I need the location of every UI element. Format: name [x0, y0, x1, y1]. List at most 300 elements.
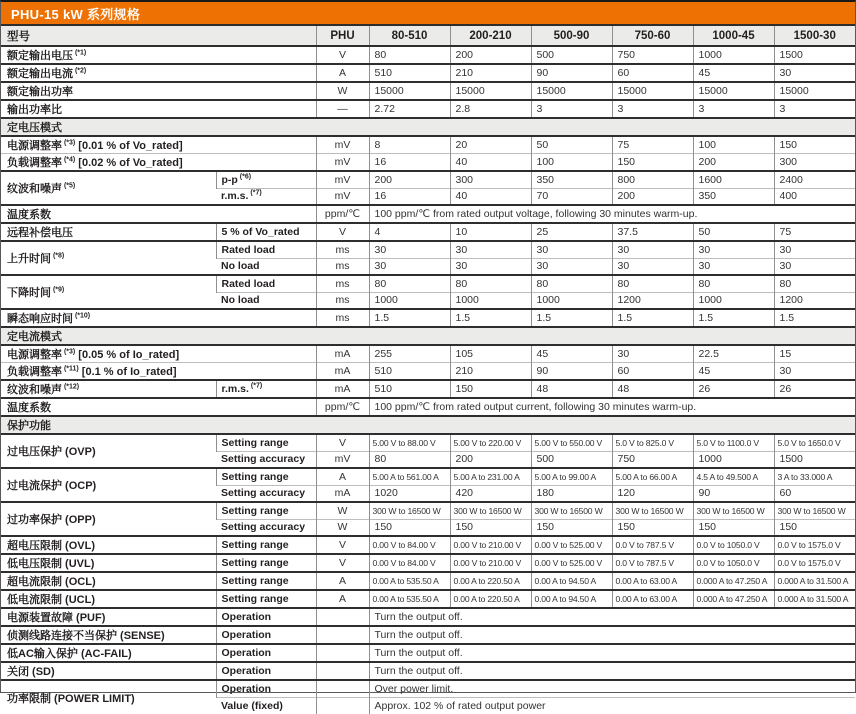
value-cell: 5.0 V to 825.0 V — [612, 434, 693, 451]
row-label: 纹波和噪声 $^{(*5)}$ — [1, 171, 216, 205]
value-span-cell: Turn the output off. — [369, 662, 855, 680]
model-column-header-500-90: 500-90 — [531, 25, 612, 46]
value-cell: 75 — [774, 223, 855, 241]
spec-row — [1, 154, 855, 172]
value-cell: 15000 — [774, 82, 855, 100]
row-label: 电源调整率 $^{(*3)}$ [0.05 % of Io_rated] — [1, 345, 316, 363]
footnote-marker: (*7) — [248, 189, 262, 197]
unit-cell — [316, 608, 369, 626]
spec-row — [1, 46, 855, 64]
value-cell: 0.0 V to 787.5 V — [612, 554, 693, 572]
value-cell: 30 — [531, 258, 612, 275]
row-sublabel: Setting accuracy — [216, 451, 316, 468]
value-span-cell: Approx. 102 % of rated output power — [369, 697, 855, 714]
model-header-row — [1, 25, 855, 46]
footnote-marker: (*1) — [73, 49, 87, 57]
row-sublabel: Rated load — [216, 241, 316, 258]
value-cell: 45 — [693, 64, 774, 82]
value-cell: 0.00 V to 84.00 V — [369, 536, 450, 554]
value-cell: 0.0 V to 787.5 V — [612, 536, 693, 554]
value-cell: 30 — [369, 258, 450, 275]
row-label: 额定输出电流 $^{(*2)}$ — [1, 64, 316, 82]
footnote-marker: (*8) — [51, 252, 65, 260]
value-cell: 30 — [612, 345, 693, 363]
value-cell: 200 — [693, 154, 774, 172]
spec-row — [1, 608, 855, 626]
value-cell: 5.00 A to 99.00 A — [531, 468, 612, 485]
value-cell: 0.00 V to 210.00 V — [450, 536, 531, 554]
spec-row — [1, 468, 855, 485]
unit-cell: V — [316, 536, 369, 554]
spec-row — [1, 536, 855, 554]
value-cell: 30 — [693, 241, 774, 258]
row-label: 过电流保护 (OCP) — [1, 468, 216, 502]
value-cell: 15 — [774, 345, 855, 363]
unit-column-header: PHU — [316, 25, 369, 46]
row-sublabel: No load — [216, 258, 316, 275]
section-header: 定电流模式 — [1, 327, 855, 345]
spec-row — [1, 241, 855, 258]
unit-cell — [316, 697, 369, 714]
value-cell: 30 — [774, 241, 855, 258]
spec-row — [1, 136, 855, 154]
section-header: 保护功能 — [1, 416, 855, 434]
value-cell: 15000 — [450, 82, 531, 100]
unit-cell: A — [316, 64, 369, 82]
model-column-header-750-60: 750-60 — [612, 25, 693, 46]
spec-row — [1, 100, 855, 118]
row-sublabel: Setting range — [216, 536, 316, 554]
value-cell: 1.5 — [774, 309, 855, 327]
spec-row — [1, 644, 855, 662]
unit-cell: V — [316, 434, 369, 451]
unit-cell: V — [316, 554, 369, 572]
spec-row — [1, 590, 855, 608]
value-cell: 150 — [531, 519, 612, 536]
spec-row — [1, 345, 855, 363]
value-cell: 420 — [450, 485, 531, 502]
row-label: 输出功率比 — [1, 100, 316, 118]
value-cell: 200 — [450, 451, 531, 468]
value-cell: 350 — [693, 188, 774, 205]
value-cell: 90 — [693, 485, 774, 502]
value-cell: 255 — [369, 345, 450, 363]
value-cell: 3 — [612, 100, 693, 118]
section-header: 定电压模式 — [1, 118, 855, 136]
spec-row — [1, 363, 855, 381]
value-cell: 0.0 V to 1575.0 V — [774, 554, 855, 572]
value-cell: 75 — [612, 136, 693, 154]
value-cell: 80 — [369, 275, 450, 292]
row-label: 低AC输入保护 (AC-FAIL) — [1, 644, 216, 662]
value-cell: 60 — [612, 64, 693, 82]
value-cell: 150 — [450, 519, 531, 536]
value-cell: 1020 — [369, 485, 450, 502]
value-cell: 150 — [693, 519, 774, 536]
row-sublabel: Operation — [216, 626, 316, 644]
value-cell: 48 — [612, 380, 693, 398]
value-cell: 4.5 A to 49.500 A — [693, 468, 774, 485]
model-column-header-1000-45: 1000-45 — [693, 25, 774, 46]
spec-row — [1, 502, 855, 519]
row-label: 过功率保护 (OPP) — [1, 502, 216, 536]
row-sublabel: Operation — [216, 608, 316, 626]
unit-cell: mA — [316, 380, 369, 398]
value-cell: 0.00 A to 94.50 A — [531, 572, 612, 590]
value-cell: 20 — [450, 136, 531, 154]
value-cell: 105 — [450, 345, 531, 363]
row-label: 额定输出电压 $^{(*1)}$ — [1, 46, 316, 64]
value-cell: 3 — [774, 100, 855, 118]
value-cell: 5.00 V to 220.00 V — [450, 434, 531, 451]
row-sublabel: Value (fixed) — [216, 697, 316, 714]
value-cell: 1000 — [531, 292, 612, 309]
value-span-cell: Turn the output off. — [369, 644, 855, 662]
row-label: 电源装置故障 (PUF) — [1, 608, 216, 626]
footnote-marker: (*12) — [62, 383, 80, 391]
value-cell: 100 — [693, 136, 774, 154]
value-cell: 26 — [693, 380, 774, 398]
spec-row — [1, 626, 855, 644]
value-cell: 80 — [450, 275, 531, 292]
value-cell: 1.5 — [531, 309, 612, 327]
value-cell: 3 — [531, 100, 612, 118]
value-cell: 100 — [531, 154, 612, 172]
value-cell: 0.00 V to 84.00 V — [369, 554, 450, 572]
row-label: 低电压限制 (UVL) — [1, 554, 216, 572]
value-cell: 1000 — [369, 292, 450, 309]
footnote-marker: (*5) — [62, 182, 76, 190]
footnote-marker: (*10) — [73, 312, 91, 320]
value-cell: 3 A to 33.000 A — [774, 468, 855, 485]
row-label: 瞬态响应时间 $^{(*10)}$ — [1, 309, 316, 327]
unit-cell: mA — [316, 485, 369, 502]
value-cell: 90 — [531, 64, 612, 82]
model-column-header-1500-30: 1500-30 — [774, 25, 855, 46]
value-cell: 30 — [774, 363, 855, 381]
value-cell: 500 — [531, 451, 612, 468]
value-cell: 60 — [612, 363, 693, 381]
model-column-header-200-210: 200-210 — [450, 25, 531, 46]
value-cell: 15000 — [693, 82, 774, 100]
row-label: 纹波和噪声 $^{(*12)}$ — [1, 380, 216, 398]
value-cell: 150 — [612, 154, 693, 172]
value-cell: 30 — [450, 258, 531, 275]
spec-row — [1, 223, 855, 241]
value-cell: 210 — [450, 363, 531, 381]
value-cell: 45 — [531, 345, 612, 363]
row-sublabel: Operation — [216, 680, 316, 697]
value-cell: 300 W to 16500 W — [612, 502, 693, 519]
value-cell: 150 — [774, 136, 855, 154]
value-cell: 1000 — [693, 451, 774, 468]
section-row — [1, 118, 855, 136]
value-cell: 180 — [531, 485, 612, 502]
value-cell: 350 — [531, 171, 612, 188]
value-cell: 0.0 V to 1050.0 V — [693, 536, 774, 554]
value-span-cell: 100 ppm/℃ from rated output current, following 30 minutes warm-up. — [369, 398, 855, 416]
value-cell: 15000 — [531, 82, 612, 100]
row-sublabel: 5 % of Vo_rated — [216, 223, 316, 241]
value-cell: 300 W to 16500 W — [369, 502, 450, 519]
row-sublabel: Operation — [216, 644, 316, 662]
row-label: 下降时间 $^{(*9)}$ — [1, 275, 216, 309]
unit-cell: A — [316, 572, 369, 590]
footnote-marker: (*4) — [62, 156, 76, 164]
row-sublabel: Setting range — [216, 572, 316, 590]
spec-row — [1, 398, 855, 416]
unit-cell: mA — [316, 345, 369, 363]
row-sublabel: r.m.s. $^{(*7)}$ — [216, 380, 316, 398]
value-cell: 30 — [369, 241, 450, 258]
footnote-marker: (*9) — [51, 286, 65, 294]
unit-cell: W — [316, 502, 369, 519]
value-cell: 2.8 — [450, 100, 531, 118]
value-cell: 30 — [612, 258, 693, 275]
row-label: 温度系数 — [1, 205, 316, 223]
value-cell: 0.00 A to 535.50 A — [369, 572, 450, 590]
value-cell: 30 — [693, 258, 774, 275]
value-cell: 30 — [531, 241, 612, 258]
unit-cell: ppm/℃ — [316, 205, 369, 223]
value-cell: 300 — [450, 171, 531, 188]
value-cell: 60 — [774, 485, 855, 502]
unit-cell: W — [316, 519, 369, 536]
row-sublabel: Setting accuracy — [216, 519, 316, 536]
value-cell: 0.000 A to 47.250 A — [693, 590, 774, 608]
value-cell: 37.5 — [612, 223, 693, 241]
value-cell: 0.000 A to 31.500 A — [774, 590, 855, 608]
footnote-marker: (*11) — [62, 365, 79, 373]
value-cell: 1.5 — [450, 309, 531, 327]
unit-cell: — — [316, 100, 369, 118]
unit-cell: ms — [316, 292, 369, 309]
value-cell: 1500 — [774, 46, 855, 64]
footnote-marker: (*3) — [62, 139, 76, 147]
row-label: 侦测线路连接不当保护 (SENSE) — [1, 626, 216, 644]
value-cell: 5.0 V to 1650.0 V — [774, 434, 855, 451]
row-sublabel: Rated load — [216, 275, 316, 292]
value-cell: 150 — [774, 519, 855, 536]
unit-cell: ppm/℃ — [316, 398, 369, 416]
row-label: 功率限制 (POWER LIMIT) — [1, 680, 216, 714]
row-sublabel: r.m.s. $^{(*7)}$ — [216, 188, 316, 205]
value-cell: 40 — [450, 154, 531, 172]
spec-row — [1, 554, 855, 572]
spec-table — [1, 24, 855, 714]
value-cell: 1600 — [693, 171, 774, 188]
row-sublabel: Setting range — [216, 590, 316, 608]
value-cell: 150 — [450, 380, 531, 398]
unit-cell: V — [316, 46, 369, 64]
value-cell: 1000 — [693, 292, 774, 309]
value-cell: 200 — [612, 188, 693, 205]
value-cell: 80 — [369, 451, 450, 468]
value-cell: 200 — [450, 46, 531, 64]
value-cell: 0.00 A to 63.00 A — [612, 572, 693, 590]
spec-row — [1, 171, 855, 188]
value-span-cell: 100 ppm/℃ from rated output voltage, following 30 minutes warm-up. — [369, 205, 855, 223]
value-cell: 400 — [774, 188, 855, 205]
value-cell: 1500 — [774, 451, 855, 468]
value-cell: 5.00 A to 66.00 A — [612, 468, 693, 485]
value-cell: 26 — [774, 380, 855, 398]
spec-row — [1, 680, 855, 697]
value-cell: 5.0 V to 1100.0 V — [693, 434, 774, 451]
value-cell: 5.00 A to 561.00 A — [369, 468, 450, 485]
row-sublabel: p-p $^{(*6)}$ — [216, 171, 316, 188]
row-label: 超电压限制 (OVL) — [1, 536, 216, 554]
value-cell: 80 — [531, 275, 612, 292]
footnote-marker: (*3) — [62, 348, 76, 356]
row-label: 关闭 (SD) — [1, 662, 216, 680]
value-cell: 50 — [693, 223, 774, 241]
spec-row — [1, 309, 855, 327]
value-cell: 300 W to 16500 W — [774, 502, 855, 519]
value-cell: 150 — [612, 519, 693, 536]
value-cell: 500 — [531, 46, 612, 64]
value-cell: 800 — [612, 171, 693, 188]
value-cell: 120 — [612, 485, 693, 502]
section-row — [1, 327, 855, 345]
spec-row — [1, 205, 855, 223]
value-cell: 4 — [369, 223, 450, 241]
value-cell: 80 — [612, 275, 693, 292]
value-cell: 1000 — [693, 46, 774, 64]
unit-cell — [316, 644, 369, 662]
value-cell: 510 — [369, 380, 450, 398]
value-cell: 0.00 A to 220.50 A — [450, 572, 531, 590]
row-sublabel: Setting range — [216, 468, 316, 485]
value-cell: 1.5 — [369, 309, 450, 327]
unit-cell: A — [316, 468, 369, 485]
unit-cell: A — [316, 590, 369, 608]
unit-cell: ms — [316, 275, 369, 292]
row-label: 过电压保护 (OVP) — [1, 434, 216, 468]
value-cell: 200 — [369, 171, 450, 188]
spec-row — [1, 64, 855, 82]
value-cell: 80 — [693, 275, 774, 292]
value-cell: 25 — [531, 223, 612, 241]
value-cell: 5.00 A to 231.00 A — [450, 468, 531, 485]
value-cell: 5.00 V to 550.00 V — [531, 434, 612, 451]
value-cell: 40 — [450, 188, 531, 205]
row-label: 远程补偿电压 — [1, 223, 216, 241]
value-cell: 16 — [369, 188, 450, 205]
unit-cell: mV — [316, 188, 369, 205]
value-cell: 5.00 V to 88.00 V — [369, 434, 450, 451]
value-cell: 45 — [693, 363, 774, 381]
table-title: PHU-15 kW 系列规格 — [1, 2, 855, 24]
row-label: 超电流限制 (OCL) — [1, 572, 216, 590]
value-cell: 300 W to 16500 W — [693, 502, 774, 519]
spec-row — [1, 434, 855, 451]
row-sublabel: Setting range — [216, 502, 316, 519]
value-cell: 1200 — [612, 292, 693, 309]
value-span-cell: Turn the output off. — [369, 608, 855, 626]
value-cell: 0.00 A to 535.50 A — [369, 590, 450, 608]
value-cell: 50 — [531, 136, 612, 154]
value-cell: 300 W to 16500 W — [531, 502, 612, 519]
value-cell: 0.0 V to 1575.0 V — [774, 536, 855, 554]
value-cell: 2400 — [774, 171, 855, 188]
value-cell: 22.5 — [693, 345, 774, 363]
unit-cell — [316, 680, 369, 697]
value-cell: 0.00 V to 525.00 V — [531, 536, 612, 554]
row-sublabel: No load — [216, 292, 316, 309]
value-cell: 15000 — [369, 82, 450, 100]
value-cell: 70 — [531, 188, 612, 205]
value-cell: 2.72 — [369, 100, 450, 118]
value-cell: 0.000 A to 47.250 A — [693, 572, 774, 590]
unit-cell — [316, 626, 369, 644]
footnote-marker: (*2) — [73, 67, 87, 75]
model-header-label: 型号 — [1, 25, 316, 46]
row-label: 电源调整率 $^{(*3)}$ [0.01 % of Vo_rated] — [1, 136, 316, 154]
value-cell: 10 — [450, 223, 531, 241]
value-cell: 1000 — [450, 292, 531, 309]
unit-cell: ms — [316, 241, 369, 258]
value-cell: 510 — [369, 64, 450, 82]
value-cell: 16 — [369, 154, 450, 172]
unit-cell: mV — [316, 451, 369, 468]
value-cell: 15000 — [612, 82, 693, 100]
row-label: 低电流限制 (UCL) — [1, 590, 216, 608]
row-sublabel: Operation — [216, 662, 316, 680]
footnote-marker: (*7) — [248, 382, 263, 390]
value-cell: 300 W to 16500 W — [450, 502, 531, 519]
value-cell: 300 — [774, 154, 855, 172]
row-sublabel: Setting range — [216, 434, 316, 451]
spec-row — [1, 275, 855, 292]
unit-cell: ms — [316, 309, 369, 327]
spec-row — [1, 662, 855, 680]
row-label: 上升时间 $^{(*8)}$ — [1, 241, 216, 275]
unit-cell: mA — [316, 363, 369, 381]
unit-cell: W — [316, 82, 369, 100]
row-label: 负载调整率 $^{(*4)}$ [0.02 % of Vo_rated] — [1, 154, 316, 172]
value-cell: 1.5 — [693, 309, 774, 327]
value-cell: 3 — [693, 100, 774, 118]
value-cell: 0.0 V to 1050.0 V — [693, 554, 774, 572]
value-cell: 30 — [450, 241, 531, 258]
unit-cell — [316, 662, 369, 680]
row-sublabel: Setting range — [216, 554, 316, 572]
spec-row — [1, 572, 855, 590]
value-span-cell: Turn the output off. — [369, 626, 855, 644]
spec-row — [1, 380, 855, 398]
value-cell: 0.00 V to 525.00 V — [531, 554, 612, 572]
footnote-marker: (*6) — [237, 173, 252, 181]
value-cell: 1200 — [774, 292, 855, 309]
value-cell: 750 — [612, 46, 693, 64]
value-cell: 0.000 A to 31.500 A — [774, 572, 855, 590]
value-cell: 750 — [612, 451, 693, 468]
value-cell: 30 — [774, 258, 855, 275]
value-cell: 510 — [369, 363, 450, 381]
section-row — [1, 416, 855, 434]
value-cell: 30 — [774, 64, 855, 82]
model-column-header-80-510: 80-510 — [369, 25, 450, 46]
unit-cell: mV — [316, 154, 369, 172]
unit-cell: V — [316, 223, 369, 241]
spec-row — [1, 82, 855, 100]
unit-cell: mV — [316, 136, 369, 154]
unit-cell: mV — [316, 171, 369, 188]
unit-cell: ms — [316, 258, 369, 275]
value-cell: 30 — [612, 241, 693, 258]
value-cell: 8 — [369, 136, 450, 154]
